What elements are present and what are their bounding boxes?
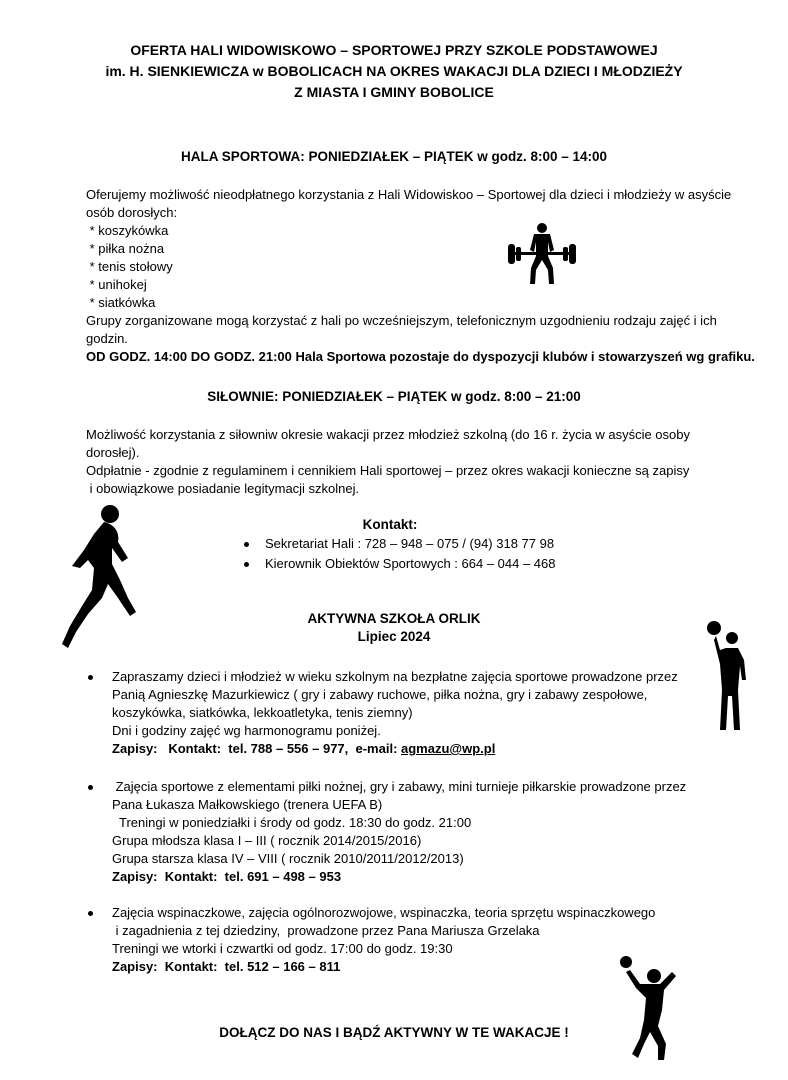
- kontakt-list: [244, 534, 556, 574]
- item1-zapisy-text: Zapisy: Kontakt: tel. 788 – 556 – 977, e-mail:: [112, 741, 402, 756]
- contact-item: [244, 534, 556, 554]
- hala-intro-line-2: osób dorosłych:: [86, 205, 178, 220]
- bullet-icon: [244, 562, 249, 567]
- document-title: [40, 40, 748, 103]
- hala-groups-line-1: Grupy zorganizowane mogą korzystać z hali po wcześniejszym, telefonicznym uzgodnieniu rodzaju zajęć i ich: [86, 313, 717, 328]
- silownie-line-2: dorosłej).: [86, 445, 140, 460]
- volleyball-player-icon: [614, 954, 684, 1064]
- item2-line: Pana Łukasza Małkowskiego (trenera UEFA B): [112, 797, 383, 812]
- item2-zapisy: Zapisy: Kontakt: tel. 691 – 498 – 953: [112, 869, 342, 884]
- orlik-heading: AKTYWNA SZKOŁA ORLIK: [307, 611, 481, 626]
- item1-line: koszykówka, siatkówka, lekkoatletyka, tenis ziemny): [112, 705, 413, 720]
- title-line-2: im. H. SIENKIEWICZA w BOBOLICACH NA OKRES WAKACJI DLA DZIECI I MŁODZIEŻY: [105, 63, 683, 79]
- weightlifter-icon: [504, 222, 580, 288]
- item2-line: Grupa młodsza klasa I – III ( rocznik 2014/2015/2016): [112, 833, 422, 848]
- bullet-icon: [88, 785, 93, 790]
- item3-line: Zajęcia wspinaczkowe, zajęcia ogólnorozwojowe, wspinaczka, teoria sprzętu wspinaczkowego: [112, 905, 656, 920]
- footer-slogan: DOŁĄCZ DO NAS I BĄDŹ AKTYWNY W TE WAKACJE !: [219, 1025, 569, 1040]
- item3-zapisy: Zapisy: Kontakt: tel. 512 – 166 – 811: [112, 959, 341, 974]
- hala-heading: HALA SPORTOWA: PONIEDZIAŁEK – PIĄTEK w godz. 8:00 – 14:00: [180, 149, 608, 164]
- item3-line: Treningi we wtorki i czwartki od godz. 17:00 do godz. 19:30: [112, 941, 453, 956]
- title-line-3: Z MIASTA I GMINY BOBOLICE: [294, 84, 494, 100]
- silownie-line-3: Odpłatnie - zgodnie z regulaminem i cennikiem Hali sportowej – przez okres wakacji konieczne są zapisy: [86, 463, 690, 478]
- item1-line: Panią Agnieszkę Mazurkiewicz ( gry i zabawy ruchowe, piłka nożna, gry i zabawy zespołowe,: [112, 687, 648, 702]
- item1-zapisy: [112, 740, 748, 758]
- bullet-icon: [88, 911, 93, 916]
- orlik-item-2: [88, 778, 748, 886]
- silownie-line-4: i obowiązkowe posiadanie legitymacji szkolnej.: [86, 481, 360, 496]
- sport-item: * siatkówka: [86, 295, 156, 310]
- sport-item: * piłka nożna: [86, 241, 165, 256]
- contact-item: [244, 554, 556, 574]
- item2-line: Grupa starsza klasa IV – VIII ( rocznik 2010/2011/2012/2013): [112, 851, 464, 866]
- item2-line: Zajęcia sportowe z elementami piłki nożnej, gry i zabawy, mini turnieje piłkarskie prowadzone przez: [112, 779, 687, 794]
- kontakt-heading: Kontakt:: [362, 517, 418, 532]
- item1-line: Zapraszamy dzieci i młodzież w wieku szkolnym na bezpłatne zajęcia sportowe prowadzone przez: [112, 669, 678, 684]
- orlik-item-body: [88, 778, 748, 886]
- silownie-heading: SIŁOWNIE: PONIEDZIAŁEK – PIĄTEK w godz. 8:00 – 21:00: [207, 389, 581, 404]
- sport-item: * koszykówka: [86, 223, 169, 238]
- email-link[interactable]: agmazu@wp.pl: [401, 741, 496, 756]
- item3-line: i zagadnienia z tej dziedziny, prowadzone przez Pana Mariusza Grzelaka: [112, 923, 540, 938]
- orlik-subheading: Lipiec 2024: [357, 629, 431, 644]
- bullet-icon: [244, 542, 249, 547]
- title-line-1: OFERTA HALI WIDOWISKOWO – SPORTOWEJ PRZY SZKOLE PODSTAWOWEJ: [130, 42, 658, 58]
- item2-line: Treningi w poniedziałki i środy od godz. 18:30 do godz. 21:00: [112, 815, 472, 830]
- contact-manager: Kierownik Obiektów Sportowych : 664 – 044 – 468: [265, 556, 556, 571]
- orlik-item-1: [88, 668, 748, 758]
- bullet-icon: [88, 675, 93, 680]
- hala-intro-line-1: Oferujemy możliwość nieodpłatnego korzystania z Hali Widowiskoo – Sportowej dla dzieci i młodzieży w asyście: [86, 187, 732, 202]
- sport-item: * tenis stołowy: [86, 259, 173, 274]
- hala-groups-line-2: godzin.: [86, 331, 128, 346]
- item1-line: Dni i godziny zajęć wg harmonogramu poniżej.: [112, 723, 381, 738]
- hala-clubs-note: OD GODZ. 14:00 DO GODZ. 21:00 Hala Sportowa pozostaje do dyspozycji klubów i stowarzyszeń wg grafiku.: [86, 349, 755, 364]
- orlik-item-body: [88, 668, 748, 758]
- sport-item: * unihokej: [86, 277, 147, 292]
- silownie-line-1: Możliwość korzystania z siłowniw okresie wakacji przez młodzież szkolną (do 16 r. życia w asyście osoby: [86, 427, 690, 442]
- contact-secretariat: Sekretariat Hali : 728 – 948 – 075 / (94) 318 77 98: [265, 536, 555, 551]
- hala-section: [86, 186, 755, 366]
- silownie-section: [86, 426, 736, 498]
